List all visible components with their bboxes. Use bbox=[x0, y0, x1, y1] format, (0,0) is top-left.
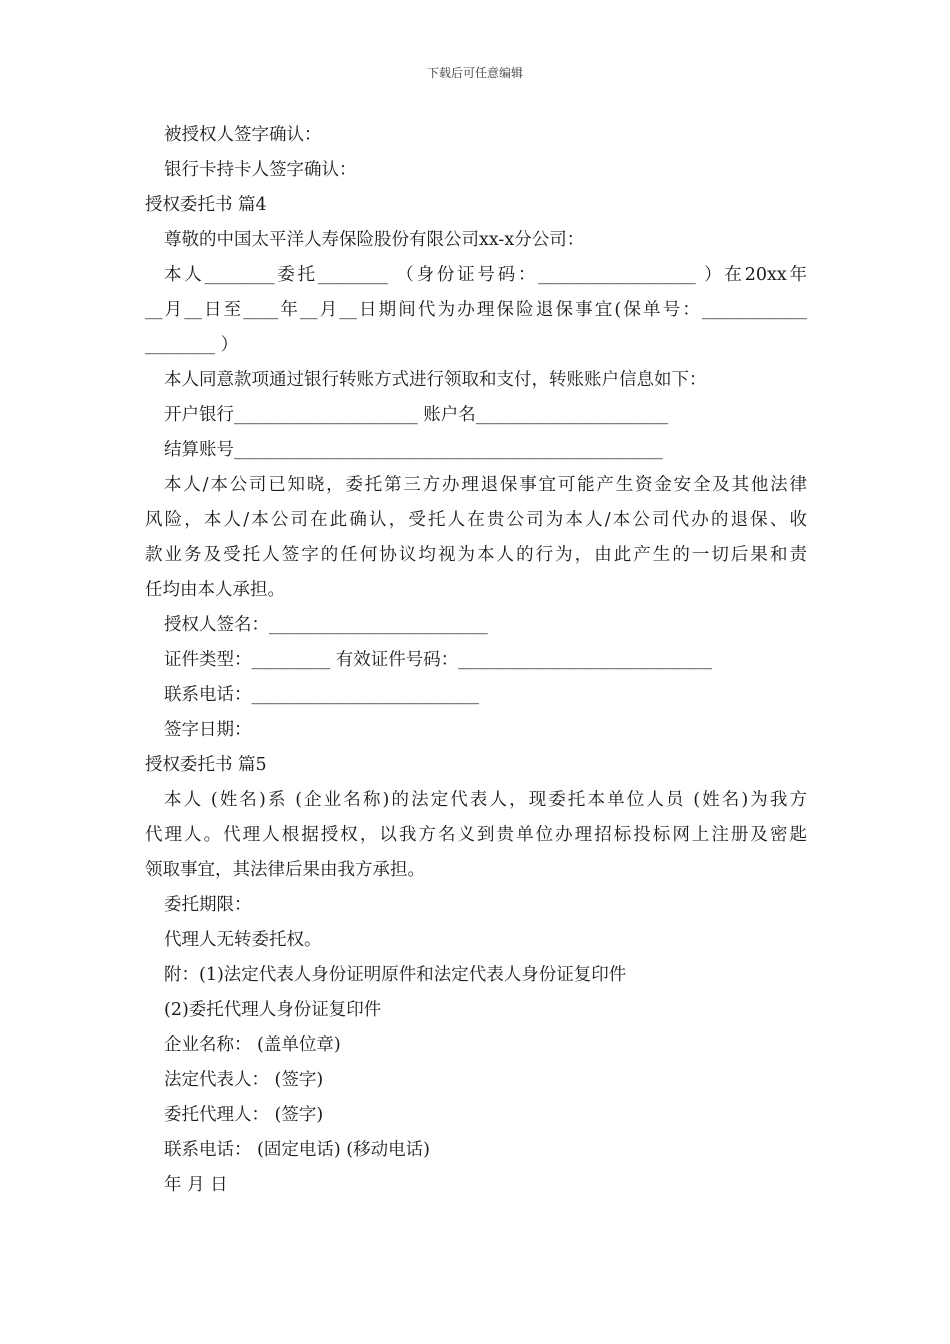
text-line: 委托期限： bbox=[164, 895, 252, 915]
text-line: 授权委托书 篇5 bbox=[145, 755, 267, 775]
text-line: 本人________委托________ （身份证号码：__________________ ）在20xx年 bbox=[164, 265, 807, 285]
text-line: 尊敬的中国太平洋人寿保险股份有限公司xx-x分公司： bbox=[164, 230, 585, 250]
text-line: 法定代表人： (签字) bbox=[164, 1070, 324, 1090]
text-line: 被授权人签字确认： bbox=[164, 125, 322, 145]
document-body bbox=[145, 118, 807, 1203]
text-line: (2)委托代理人身份证复印件 bbox=[164, 1000, 382, 1020]
text-line: 委托代理人： (签字) bbox=[164, 1105, 324, 1125]
text-line: 任均由本人承担。 bbox=[145, 580, 285, 600]
text-line: 年 月 日 bbox=[164, 1175, 228, 1195]
text-line: 本人同意款项通过银行转账方式进行领取和支付，转账账户信息如下： bbox=[164, 370, 707, 390]
text-line: 授权委托书 篇4 bbox=[145, 195, 267, 215]
text-line: 本人/本公司已知晓，委托第三方办理退保事宜可能产生资金安全及其他法律 bbox=[164, 475, 807, 495]
text-line: 联系电话： (固定电话) (移动电话) bbox=[164, 1140, 430, 1160]
text-line: 本人 (姓名)系 (企业名称)的法定代表人，现委托本单位人员 (姓名)为我方 bbox=[164, 790, 807, 810]
text-line: 代理人。代理人根据授权，以我方名义到贵单位办理招标投标网上注册及密匙 bbox=[145, 825, 807, 845]
text-line: 结算账号_________________________________________________ bbox=[164, 440, 663, 460]
text-line: 银行卡持卡人签字确认： bbox=[164, 160, 357, 180]
text-line: 领取事宜，其法律后果由我方承担。 bbox=[145, 860, 425, 880]
text-line: 联系电话：__________________________ bbox=[164, 685, 479, 705]
text-line: 开户银行_____________________ 账户名______________________ bbox=[164, 405, 669, 425]
text-line: __月__日至____年__月__日期间代为办理保险退保事宜(保单号：____________ bbox=[145, 300, 807, 320]
text-line: 签字日期： bbox=[164, 720, 252, 740]
text-line: 代理人无转委托权。 bbox=[164, 930, 322, 950]
text-line: ________ ） bbox=[145, 335, 239, 355]
text-line: 企业名称： (盖单位章) bbox=[164, 1035, 341, 1055]
text-line: 授权人签名：_________________________ bbox=[164, 615, 488, 635]
text-line: 附：(1)法定代表人身份证明原件和法定代表人身份证复印件 bbox=[164, 965, 627, 985]
page-header-note: 下载后可任意编辑 bbox=[426, 66, 523, 80]
text-line: 证件类型：_________ 有效证件号码：_____________________________ bbox=[164, 650, 713, 670]
text-line: 款业务及受托人签字的任何协议均视为本人的行为，由此产生的一切后果和责 bbox=[145, 545, 807, 565]
text-line: 风险，本人/本公司在此确认，受托人在贵公司为本人/本公司代办的退保、收 bbox=[145, 510, 807, 530]
